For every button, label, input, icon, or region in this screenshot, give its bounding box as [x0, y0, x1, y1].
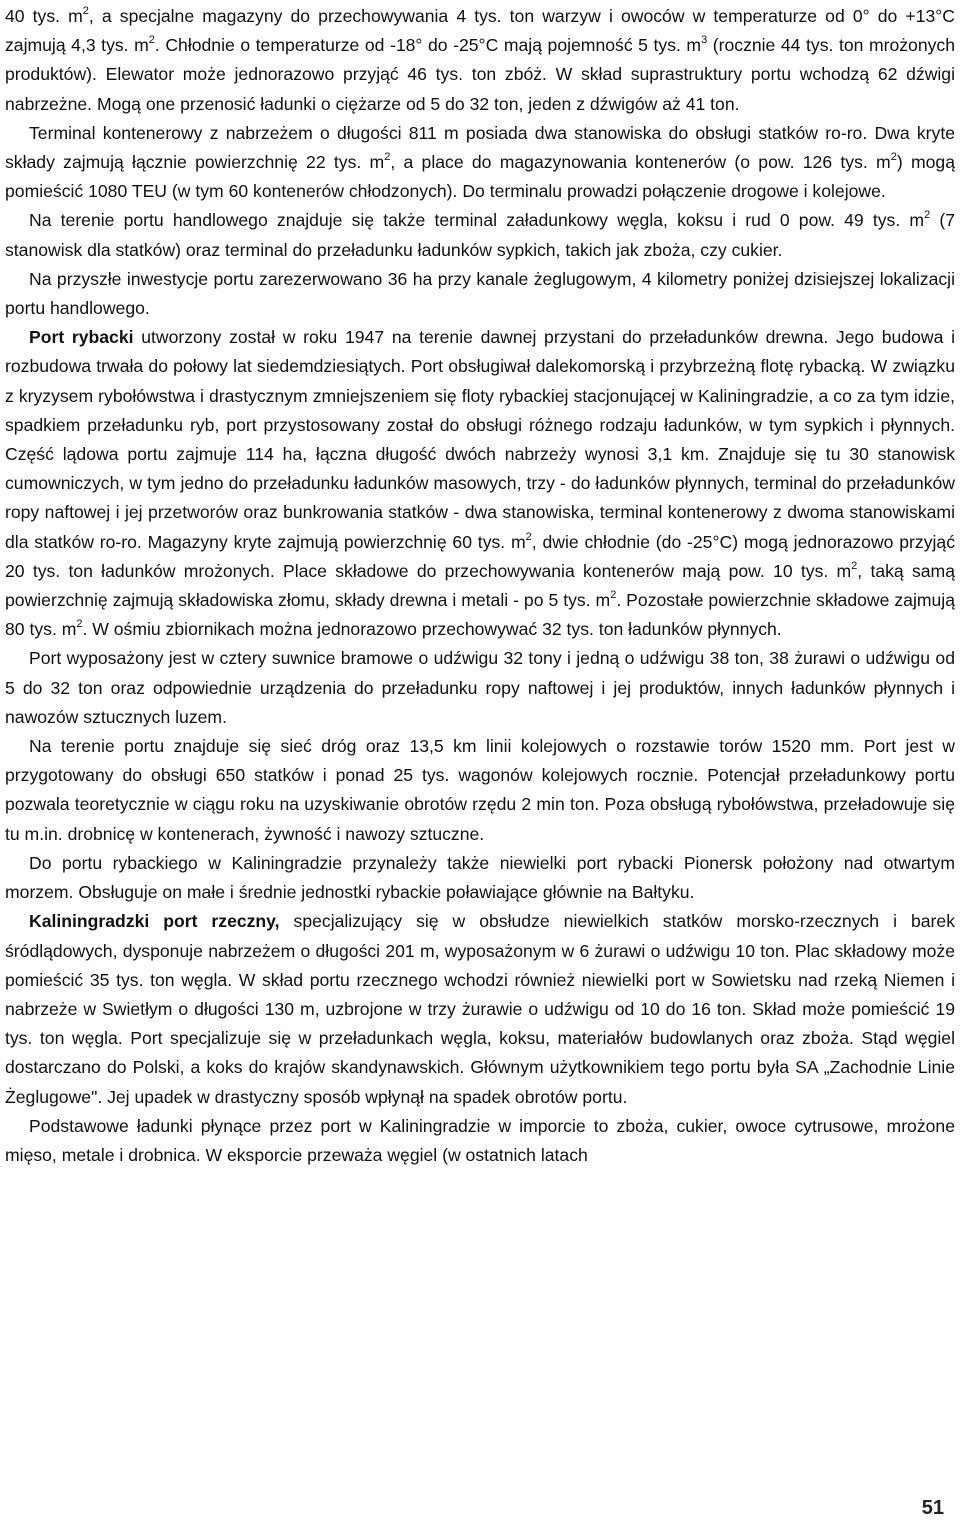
- paragraph: Na przyszłe inwestycje portu zarezerwowano 36 ha przy kanale żeglugowym, 4 kilometry poniżej dzisiejszej lokalizacji portu handlowego.: [5, 268, 955, 319]
- paragraph: Port wyposażony jest w cztery suwnice bramowe o udźwigu 32 tony i jedną o udźwigu 38 ton, 38 żurawi o udźwigu od 5 do 32 ton oraz odpowiednie urządzenia do przeładunku ropy naftowej i jej produktów, innych ładunków płynnych i nawozów sztucznych luzem.: [5, 648, 955, 727]
- paragraph: Do portu rybackiego w Kaliningradzie przynależy także niewielki port rybacki Pionersk położony nad otwartym morzem. Obsługuje on małe i średnie jednostki rybackie poławiające głównie na Bałtyku.: [5, 852, 955, 903]
- document-body: [5, 2, 955, 1170]
- paragraph: Port rybacki utworzony został w roku 1947 na terenie dawnej przystani do przeładunków drewna. Jego budowa i rozbudowa trwała do połowy lat siedemdziesiątych. Port obsługiwał dalekomorską i przybrzeżną flotę rybacką. W związku z kryzysem rybołówstwa i drastycznym zmniejszeniem się floty rybackiej stacjonującej w Kaliningradzie, a co za tym idzie, spadkiem przeładunku ryb, port przystosowany został do obsługi różnego rodzaju ładunków, w tym sypkich i płynnych. Część lądowa portu zajmuje 114 ha, łączna długość dwóch nabrzeży wynosi 3,1 km. Znajduje się tu 30 stanowisk cumowniczych, w tym jedno do przeładunku ładunków masowych, trzy - do ładunków płynnych, terminal do przeładunków ropy naftowej i jej przetworów oraz bunkrowania statków - dwa stanowiska, terminal kontenerowy z dwoma stanowiskami dla statków ro-ro. Magazyny kryte zajmują powierzchnię 60 tys. $m^2$, dwie chłodnie (do -25°C) mogą jednorazowo przyjąć 20 tys. ton ładunków mrożonych. Place składowe do przechowywania kontenerów mają pow. 10 tys. $m^2$, taką samą powierzchnię zajmują składowiska złomu, składy drewna i metali - po 5 tys. $m^2$. Pozostałe powierzchnie składowe zajmują 80 tys. $m^2$. W ośmiu zbiornikach można jednorazowo przechowywać 32 tys. ton ładunków płynnych.: [5, 327, 955, 640]
- paragraph: Terminal kontenerowy z nabrzeżem o długości 811 m posiada dwa stanowiska do obsługi statków ro-ro. Dwa kryte składy zajmują łącznie powierzchnię 22 tys. $m^2$, a place do magazynowania kontenerów (o pow. 126 tys. $m^2$) mogą pomieścić 1080 TEU (w tym 60 kontenerów chłodzonych). Do terminalu prowadzi połączenie drogowe i kolejowe.: [5, 122, 955, 202]
- paragraph: Podstawowe ładunki płynące przez port w Kaliningradzie w imporcie to zboża, cukier, owoce cytrusowe, mrożone mięso, metale i drobnica. W eksporcie przeważa węgiel (w ostatnich latach: [5, 1115, 955, 1165]
- paragraph: Na terenie portu handlowego znajduje się także terminal załadunkowy węgla, koksu i rud 0 pow. 49 tys. $m^2$ (7 stanowisk dla statków) oraz terminal do przeładunku ładunków sypkich, takich jak zboża, czy cukier.: [5, 209, 955, 260]
- page-number: 51: [921, 1497, 944, 1519]
- paragraph: 40 tys. $m^2$, a specjalne magazyny do przechowywania 4 tys. ton warzyw i owoców w temperaturze od 0° do +13°C zajmują 4,3 tys. $m^2$. Chłodnie o temperaturze od -18° do -25°C mają pojemność 5 tys. $m^3$ (rocznie 44 tys. ton mrożonych produktów). Elewator może jednorazowo przyjąć 46 tys. ton zbóż. W skład suprastruktury portu wchodzą 62 dźwigi nabrzeżne. Mogą one przenosić ładunki o ciężarze od 5 do 32 ton, jeden z dźwigów aż 41 ton.: [5, 5, 955, 114]
- paragraph: Na terenie portu znajduje się sieć dróg oraz 13,5 km linii kolejowych o rozstawie torów 1520 mm. Port jest w przygotowany do obsługi 650 statków i ponad 25 tys. wagonów kolejowych rocznie. Potencjał przeładunkowy portu pozwala teoretycznie w ciągu roku na uzyskiwanie obrotów rzędu 2 min ton. Poza obsługą rybołówstwa, przeładowuje się tu m.in. drobnicę w kontenerach, żywność i nawozy sztuczne.: [5, 736, 955, 844]
- paragraph: Kaliningradzki port rzeczny, specjalizujący się w obsłudze niewielkich statków morsko-rzecznych i barek śródlądowych, dysponuje nabrzeżem o długości 201 m, wyposażonym w 6 żurawi o udźwigu 10 ton. Plac składowy może pomieścić 35 tys. ton węgla. W skład portu rzecznego wchodzi również niewielki port w Sowietsku nad rzeką Niemen i nabrzeże w Swietłym o długości 130 m, uzbrojone w trzy żurawie o udźwigu od 10 do 16 ton. Skład może pomieścić 19 tys. ton węgla. Port specjalizuje się w przeładunkach węgla, koksu, materiałów budowlanych oraz zboża. Stąd węgiel dostarczano do Polski, a koks do krajów skandynawskich. Głównym użytkownikiem tego portu była SA „Zachodnie Linie Żeglugowe". Jej upadek w drastyczny sposób wpłynął na spadek obrotów portu.: [5, 911, 955, 1107]
